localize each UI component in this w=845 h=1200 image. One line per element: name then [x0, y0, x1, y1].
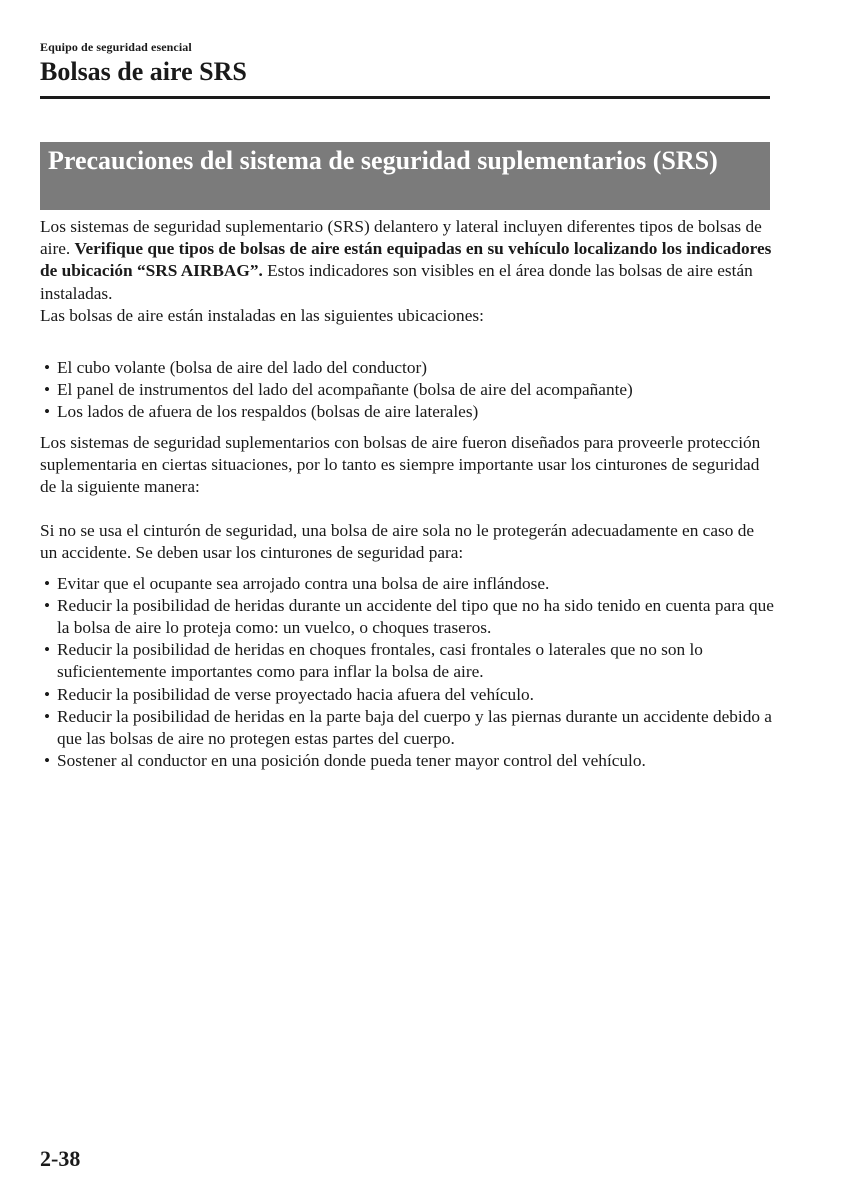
locations-list	[40, 357, 775, 424]
header-rule	[40, 96, 770, 99]
list-item	[40, 684, 775, 706]
page-title: Bolsas de aire SRS	[40, 57, 247, 86]
bullet: •	[44, 573, 51, 593]
spacer	[40, 565, 775, 573]
list-item	[40, 639, 775, 683]
list-item	[40, 573, 775, 595]
page-content	[40, 216, 775, 772]
belt-purpose-intro: Si no se usa el cinturón de seguridad, una bolsa de aire sola no le protegerán adecuadamente en caso de un accidente. Se deben usar los cinturones de seguridad para:	[40, 521, 755, 563]
list-item-text: Sostener al conductor en una posición donde pueda tener mayor control del vehículo.	[57, 751, 646, 771]
list-item	[40, 706, 775, 750]
list-item	[40, 379, 775, 401]
bullet: •	[44, 640, 51, 660]
spacer	[40, 424, 775, 432]
list-item-text: Reducir la posibilidad de heridas en choques frontales, casi frontales o laterales que no son lo suficientemente importantes como para inflar la bolsa de aire.	[57, 640, 703, 682]
list-item-text: Evitar que el ocupante sea arrojado contra una bolsa de aire inflándose.	[57, 573, 550, 593]
bullet: •	[44, 706, 51, 726]
list-item-text: El cubo volante (bolsa de aire del lado del conductor)	[57, 358, 427, 378]
page-number: 2-38	[40, 1146, 81, 1171]
list-item	[40, 401, 775, 423]
locations-intro: Las bolsas de aire están instaladas en las siguientes ubicaciones:	[40, 305, 484, 325]
list-item-text: Reducir la posibilidad de heridas en la parte baja del cuerpo y las piernas durante un accidente debido a que las bolsas de aire no protegen estas partes del cuerpo.	[57, 706, 772, 749]
running-header-section: Equipo de seguridad esencial	[40, 40, 192, 54]
belt-importance-paragraph: Los sistemas de seguridad suplementarios con bolsas de aire fueron diseñados para proveerle protección suplementaria en ciertas situaciones, por lo tanto es siempre importante usar los cinturones de seguridad de la siguiente manera:	[40, 432, 761, 497]
bullet: •	[44, 684, 51, 704]
bullet: •	[44, 380, 51, 400]
intro-paragraph	[40, 216, 775, 305]
list-item	[40, 357, 775, 379]
list-item-text: Reducir la posibilidad de verse proyectado hacia afuera del vehículo.	[57, 684, 534, 704]
list-item-text: El panel de instrumentos del lado del acompañante (bolsa de aire del acompañante)	[57, 380, 633, 400]
list-item	[40, 595, 775, 639]
purposes-list	[40, 573, 775, 773]
list-item-text: Los lados de afuera de los respaldos (bolsas de aire laterales)	[57, 402, 479, 422]
spacer	[40, 498, 775, 520]
list-item	[40, 750, 775, 772]
bullet: •	[44, 402, 51, 422]
list-item-text: Reducir la posibilidad de heridas durante un accidente del tipo que no ha sido tenido en cuenta para que la bolsa de aire lo proteja como: un vuelco, o choques traseros.	[57, 595, 774, 638]
intro-text-after: Estos indicadores son visibles en el área donde las bolsas de aire están instaladas.	[40, 261, 753, 303]
section-heading: Precauciones del sistema de seguridad suplementarios (SRS)	[40, 142, 770, 210]
bullet: •	[44, 358, 51, 378]
spacer	[40, 327, 775, 349]
bullet: •	[44, 595, 51, 615]
intro-bold-text: Verifique que tipos de bolsas de aire están equipadas en su vehículo localizando los indicadores de ubicación “SRS AIRBAG”.	[40, 239, 772, 281]
intro-text: Los sistemas de seguridad suplementario (SRS) delantero y lateral incluyen diferentes tipos de bolsas de aire.	[40, 217, 762, 259]
spacer	[40, 349, 775, 357]
bullet: •	[44, 751, 51, 771]
